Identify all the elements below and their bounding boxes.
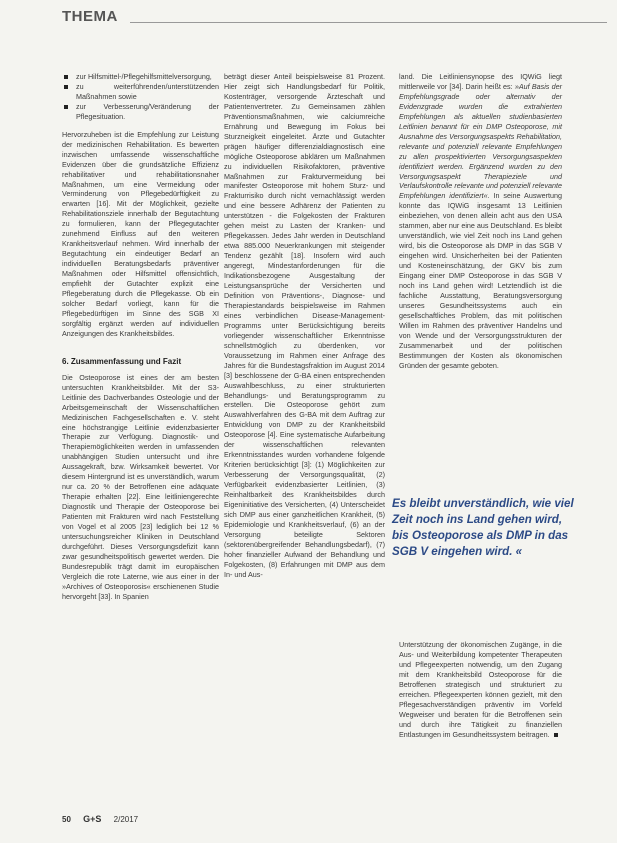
bullet-item: zu weiterführenden/unterstützenden Maßnahmen sowie: [62, 82, 219, 102]
bullet-list: [62, 72, 219, 122]
pull-quote: Es bleibt unverständlich, wie viel Zeit noch ins Land gehen wird, bis Osteoporose als DMP in das SGB V eingehen wird. «: [392, 497, 574, 558]
bullet-item: zur Hilfsmittel-/Pflegehilfsmittelversorgung,: [62, 72, 219, 82]
column-3-bottom: [399, 640, 562, 740]
section-title: THEMA: [62, 8, 118, 25]
column-2: [224, 72, 385, 580]
publication-name: G+S: [83, 814, 102, 824]
header-rule: [130, 22, 607, 23]
issue-number: 2/2017: [113, 815, 139, 824]
page-number: 50: [62, 815, 71, 824]
paragraph-text: land. Die Leitliniensynopse des IQWiG liegt mittlerweile vor [34]. Darin heißt es:: [399, 72, 562, 91]
end-mark-icon: [554, 733, 558, 737]
bullet-item: zur Verbesserung/Veränderung der Pflegesituation.: [62, 102, 219, 122]
page-footer: [62, 814, 148, 824]
column-1: [62, 72, 219, 602]
paragraph-text: Unterstützung der ökonomischen Zugänge, in die Aus- und Weiterbildung kompetenter Therapeuten und Pflegeexperten notwendig, um den Zugang mit dem Krankheitsbild Osteoporose für die Betroffenen strategisch und strukturiert zu erreichen. Pflegeexperten können gezielt, mit den Pflegesachverständigen präventiv im Vorfeld Wegweiser und beraten für die Betroffenen sein und durch ihre Tätigkeit zu finanziellen Entlastungen im Gesundheitssystem beitragen.: [399, 640, 562, 739]
paragraph: Hervorzuheben ist die Empfehlung zur Leistung der medizinischen Rehabilitation. Es bewerten inzwischen umfassende wissenschaftliche Evidenzen über die grundsätzliche Effizienz rehabilitativer und rehabilitationsnaher Maßnahmen, um eine Vermeidung oder Verminderung von Pflegebedürftigkeit zu erwarten [16]. Mit der Möglichkeit, gezielte Rehabilitationsziele innerhalb der Begutachtung zu formulieren, kann der Pflegegutachter zunehmend Einfluss auf den weiteren Krankheitsverlauf nehmen. Wird innerhalb der Begutachtung ein eindeutiger Bedarf an individuellen Beratungsbedarfs präventiver Maßnahmen oder Hilfsmittel offensichtlich, empfiehlt der Gutachter explizit eine Pflegeberatung durch die Pflegekasse. Ob ein solcher Bedarf vorliegt, kann für die Pflegebedürftigen im Sinne des SGB XI sorgfältig ergänzt werden auf individuellen Anzeigungen des Krankheitsbildes.: [62, 129, 219, 338]
column-3: [399, 72, 562, 371]
section-header: [62, 8, 607, 30]
paragraph: beträgt dieser Anteil beispielsweise 81 Prozent. Hier zeigt sich Handlungsbedarf für Politik, Kostenträger, versorgende Ärzteschaft und Patientenvertreter. Zu Gemeinsamen zählen Präventionsmaßnahmen, wie calciumreiche Ernährung und Bewegung im Fokus bei Sturzneigkeit eingeleitet. Ärzte und Gutachter prägen häufiger differenzialdiagnostisch eine mögliche Osteoporose abklären um Maßnahmen zu individuellen Risikofaktoren, präventive Maßnahmen zur Frakturvermeidung bei manifester Osteoporose mit hohem Sturz- und Frakturrisiko durch nicht vernachlässigt werden und eine bessere Adhärenz der Patienten zu unterstützen - die Folgekosten der Frakturen gehen meist zu Lasten der Kranken- und Pflegekassen. Jedes Jahr werden in Deutschland etwa 885.000 Neuerkrankungen mit steigender Tendenz gezählt [18]. Insofern wird auch angeregt, Mindestanforderungen für die Indikationsbezogene Ausgestaltung der Leistungsansprüche der Versicherten und Definition von Präventions-, Diagnose- und Therapiestandards beispielsweise im Rahmen eines verbindlichen Disease-Management-Programms unter Berücksichtigung bereits vorliegender wissenschaftlicher Erkenntnisse schnellstmöglich zu überdenken, vor Voraussetzung im Rahmen einer Anfrage des Jahres für die Bundestagsfraktion im August 2014 [3] beschlossene der G-BA einen entsprechenden Auswahlbeschluss, zu einer strukturierten Behandlungs- und Beratungsprogramm zu erstellen. Die Osteoporose gehört zum Auswahlverfahren des G-BA mit dem Auftrag zur Entwicklung von DMP zu der Krankheitsbild Osteoporose [4]. Eine systematische Aufarbeitung der wissenschaftlichen relevanten Erkenntnisstandes wurden vorhandene folgende Kriterien berücksichtigt [3]: (1) Möglichkeiten zur Verbesserung der Versorgungsqualität, (2) Verfügbarkeit evidenzbasierter Leitlinien, (3) Reinhaltbarkeit des Krankheitsbildes durch Eigeninitiative des Versicherten, (4) Unterscheidet sich DMP aus einer ganzheitlichen Krankheit, (5) Epidemiologie und Krankheitsverlauf, (6) an der Versorgung beteiligte Sektoren (sektorenübergreifender Behandlungsbedarf), (7) hoher finanzieller Aufwand der Behandlung und Folgekosten, (8) Erfahrungen mit DMP aus dem In- und Aus-: [224, 72, 385, 579]
quoted-excerpt: »Auf Basis der Empfehlungsgrade oder alternativ der Evidenzgrade wurden die extrahierten Empfehlungen als aktuellen studienbasierten Leitlinien benannt für ein DMP Osteoporose, mit Ausnahme des Versorgungsaspekts Rehabilitation, relevante und potenziell relevante Empfehlungen zu allen prospektivierten Versorgungsaspekten identifiziert werden. Ergänzend wurden zu den Versorgungsaspekt Therapieziele und Verlaufskontrolle relevante und potenziell relevante Empfehlungen identifiziert«.: [399, 81, 562, 201]
section-heading: 6. Zusammenfassung und Fazit: [62, 356, 182, 366]
paragraph: [399, 72, 562, 371]
paragraph: Die Osteoporose ist eines der am besten untersuchten Krankheitsbilder. Mit der S3-Leitlinie des Dachverbandes Osteologie und der Arbeitsgemeinschaft der Wissenschaftlichen Medizinischen Fachgesellschaften e. V. steht eine höchstrangige Leitlinie evidenzbasierter Therapie zur Verfügung. Diagnostik- und Therapiemöglichkeiten werden in umfassenden unabhängigen Studien untersucht und ihre Aussagekraft, bzw. Wirksamkeit bewertet. Vor diesem Hintergrund ist es unverständlich, warum nur ca. 20 % der Betroffenen eine adäquate Therapie erhalten [22]. Eine leitliniengerechte Diagnostik und Therapie der Osteoporose bei Patienten mit Frakturen wird nach Feststellung von Vogel et al 2005 [23] lediglich bei 12 % untersuchungsreicher Kliniken in Deutschland durchgeführt. Dieses Versorgungsdefizit kann zwar gesundheitspolitisch gewertet werden. Die Bundesrepublik trägt damit im europäischen Vergleich die rote Laterne, wie aus einer in der »Archives of Osteoporosis« erschienenen Studie hervorgeht [33]. In Spanien: [62, 372, 219, 601]
paragraph: [399, 640, 562, 740]
paragraph-text: In seine Auswertung konnte das IQWiG insgesamt 13 Leitlinien einbeziehen, von denen allein acht aus den USA stammen, aber nur eine aus Deutschland. Es bleibt unverständlich, wie viel Zeit noch ins Land gehen wird, bis die Osteoporose als DMP in das SGB V eingehen wird. Unsicherheiten bei der Patienten und Kosteneinschätzung, der GKV bis zum Eingang einer DMP Osteoporose in das SGB V noch ins Land gehen wird! Letztendlich ist die fachliche Ausstattung, Beratungsversorgung unseres Gesundheitssystems auch ein gesellschaftliches Problem, das mit politischen Willen im Rahmen des präventiver Handelns und von Wende und der Versorgungsstrukturen der Zusammenarbeit und der politischen Bestimmungen der Kosten als ökonomischen Gründen der gesamte geboten.: [399, 191, 563, 370]
